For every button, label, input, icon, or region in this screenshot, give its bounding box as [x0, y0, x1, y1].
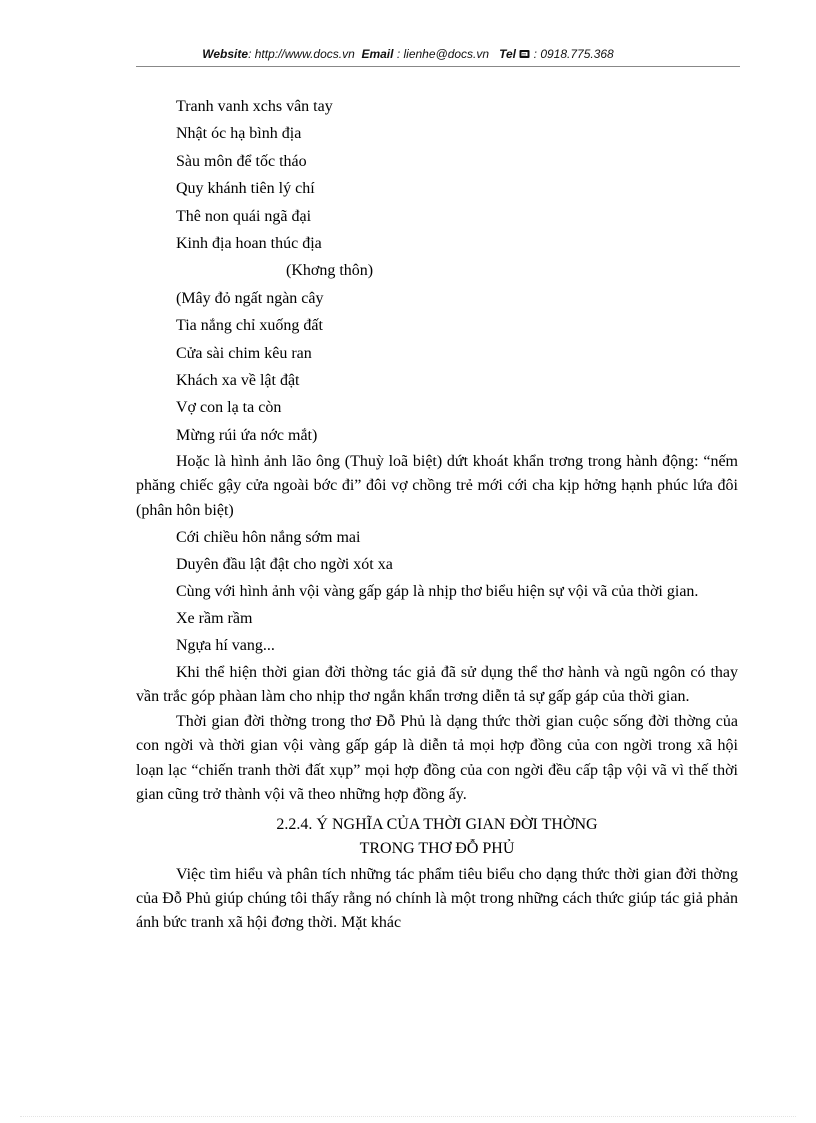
verse-line: Xe rầm rầm: [176, 609, 253, 627]
section-heading: [136, 813, 738, 862]
verse-line: (Mây đỏ ngất ngàn cây: [176, 289, 324, 307]
verse-line: Quy khánh tiên lý chí: [176, 180, 315, 198]
verse-line: Kinh địa hoan thúc địa: [176, 235, 322, 253]
tel-label: Tel: [499, 47, 516, 61]
verse-attribution: (Khơng thôn): [286, 262, 374, 280]
paragraph: Khi thể hiện thời gian đời thờng tác giả đã sử dụng thể thơ hành và ngũ ngôn có thay vần trắc góp phàan làm cho nhịp thơ ngắn khẩn trơng diễn tả sự gấp gáp của thời gian.: [136, 663, 738, 705]
verse-line: Nhật óc hạ bình địa: [176, 125, 302, 143]
verse-line: Tia nắng chỉ xuống đất: [176, 317, 323, 335]
phone-icon: [519, 47, 533, 61]
verse-line: Tranh vanh xchs vân tay: [176, 98, 333, 115]
verse-line: Duyên đầu lật đật cho ngời xót xa: [176, 556, 393, 574]
verse-line: Cửa sài chim kêu ran: [176, 344, 312, 362]
header-divider: [136, 66, 740, 67]
document-body: [136, 93, 738, 937]
verse-line: Thê non quái ngã đại: [176, 207, 312, 225]
tel-value: : 0918.775.368: [533, 47, 614, 61]
website-value: : http://www.docs.vn: [248, 47, 355, 61]
paragraph: Hoặc là hình ảnh lão ông (Thuỳ loã biệt) dứt khoát khẩn trơng trong hành động: “nếm phăng chiếc gậy cửa ngoài bớc đi” đôi vợ chồng trẻ mới cới cha kịp hởng hạnh phúc lứa đôi (phân hôn biệt): [136, 453, 738, 519]
verse-line: Ngựa hí vang...: [176, 637, 275, 655]
paragraph: Cùng với hình ảnh vội vàng gấp gáp là nhịp thơ biểu hiện sự vội vã của thời gian.: [176, 582, 699, 600]
paragraph: Việc tìm hiểu và phân tích những tác phẩm tiêu biểu cho dạng thức thời gian đời thờng của Đỗ Phủ giúp chúng tôi thấy rằng nó chính là một trong những cách thức giúp tác giả phản ánh bức tranh xã hội đơng thời. Mặt khác: [136, 865, 738, 932]
section-heading-line-1: 2.2.4. Ý NGHĨA CỦA THỜI GIAN ĐỜI THỜNG: [276, 815, 598, 833]
email-value: : lienhe@docs.vn: [396, 47, 490, 61]
verse-line: Vợ con lạ ta còn: [176, 399, 282, 417]
verse-line: Sàu môn để tốc tháo: [176, 152, 307, 170]
verse-line: Khách xa về lật đật: [176, 372, 300, 390]
verse-line: Cới chiều hôn nắng sớm mai: [176, 528, 361, 546]
website-label: Website: [202, 47, 249, 61]
paragraph: Thời gian đời thờng trong thơ Đỗ Phủ là dạng thức thời gian cuộc sống đời thờng của con ngời và thời gian vội vàng gấp gáp là diễn tả mọi hợp đồng của con ngời trong xã hội loạn lạc “chiến tranh thời đất xụp” mọi hợp đồng của con ngời đều cấp tập vội vã vì thế thời gian cũng trở thành vội vã theo những hợp đồng ấy.: [136, 713, 738, 803]
section-heading-line-2: TRONG THƠ ĐỖ PHỦ: [359, 840, 515, 858]
page-header: [0, 47, 816, 61]
email-label: Email: [361, 47, 394, 61]
verse-line: Mừng rúi ứa nớc mắt): [176, 426, 318, 444]
footer-divider: [20, 1115, 796, 1117]
